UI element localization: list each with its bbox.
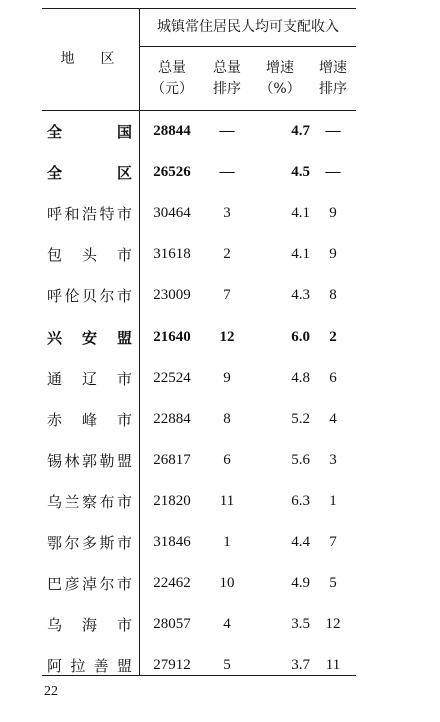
cell-total: 23009 [153, 286, 191, 303]
cell-total-rank: 5 [223, 656, 231, 673]
cell-region: 兴 安 盟 [47, 328, 132, 347]
cell-growth-rank: — [325, 122, 341, 139]
cell-growth-rank: 3 [329, 451, 337, 468]
cell-total: 30464 [153, 204, 191, 221]
cell-total-rank: — [219, 122, 235, 139]
cell-growth: 4.1 [291, 245, 310, 262]
cell-total-rank: 1 [223, 533, 231, 550]
cell-total-rank: 10 [219, 574, 235, 591]
cell-region: 巴 彦 淖 尔 市 [47, 574, 132, 593]
cell-growth-rank: 2 [329, 328, 337, 345]
cell-growth-rank: 4 [329, 410, 337, 427]
cell-region: 全 国 [47, 122, 132, 141]
cell-total: 26526 [153, 163, 191, 180]
cell-total: 26817 [153, 451, 191, 468]
cell-region: 呼 和 浩 特 市 [47, 204, 132, 223]
cell-growth: 4.5 [291, 163, 310, 180]
cell-growth: 4.8 [291, 369, 310, 386]
cell-total-rank: 3 [223, 204, 231, 221]
cell-growth-rank: 11 [325, 656, 341, 673]
cell-growth: 4.1 [291, 204, 310, 221]
cell-region: 鄂 尔 多 斯 市 [47, 533, 132, 552]
cell-growth: 6.0 [291, 328, 310, 345]
header-total-rank [204, 47, 250, 110]
cell-growth-rank: 9 [329, 245, 337, 262]
cell-total-rank: — [219, 163, 235, 180]
cell-region: 乌 兰 察 布 市 [47, 492, 132, 511]
cell-total-rank: 9 [223, 369, 231, 386]
cell-total: 28057 [153, 615, 191, 632]
cell-growth: 4.4 [291, 533, 310, 550]
page-number: 22 [44, 684, 58, 699]
cell-total-rank: 4 [223, 615, 231, 632]
cell-total: 31618 [153, 245, 191, 262]
header-growth-rank-line2: 排序 [319, 80, 347, 97]
header-total [140, 47, 204, 110]
cell-growth-rank: 8 [329, 286, 337, 303]
cell-growth: 6.3 [291, 492, 310, 509]
header-growth [250, 47, 310, 110]
cell-growth-rank: 5 [329, 574, 337, 591]
cell-growth: 5.6 [291, 451, 310, 468]
cell-region: 阿 拉 善 盟 [47, 656, 132, 675]
header-region-label: 地 区 [60, 51, 121, 67]
cell-total-rank: 7 [223, 286, 231, 303]
cell-total: 21820 [153, 492, 191, 509]
cell-growth: 3.5 [291, 615, 310, 632]
header-growth-rank [310, 47, 356, 110]
cell-total-rank: 2 [223, 245, 231, 262]
header-growth-line1: 增速 [266, 59, 294, 76]
cell-region: 呼 伦 贝 尔 市 [47, 286, 132, 305]
cell-growth-rank: 9 [329, 204, 337, 221]
cell-total-rank: 8 [223, 410, 231, 427]
cell-region: 通 辽 市 [47, 369, 132, 388]
cell-total-rank: 11 [219, 492, 235, 509]
cell-growth-rank: 7 [329, 533, 337, 550]
cell-growth-rank: 6 [329, 369, 337, 386]
header-total-line1: 总量 [158, 59, 186, 76]
header-group-title [140, 9, 356, 46]
cell-total: 21640 [153, 328, 191, 345]
header-group-title-text: 城镇常住居民人均可支配收入 [157, 19, 339, 35]
cell-growth: 3.7 [291, 656, 310, 673]
cell-growth: 5.2 [291, 410, 310, 427]
cell-region: 包 头 市 [47, 245, 132, 264]
cell-growth-rank: 12 [325, 615, 341, 632]
cell-growth-rank: — [325, 163, 341, 180]
cell-total: 22462 [153, 574, 191, 591]
cell-total: 28844 [153, 122, 191, 139]
cell-region: 赤 峰 市 [47, 410, 132, 429]
cell-growth-rank: 1 [329, 492, 337, 509]
cell-region: 锡 林 郭 勒 盟 [47, 451, 132, 470]
cell-growth: 4.7 [291, 122, 310, 139]
header-total-line2: （元） [151, 80, 193, 97]
header-growth-line2: （%） [259, 80, 301, 97]
cell-total-rank: 6 [223, 451, 231, 468]
cell-total: 27912 [153, 656, 191, 673]
cell-growth: 4.9 [291, 574, 310, 591]
table-header-bottom-rule [42, 110, 356, 111]
cell-growth: 4.3 [291, 286, 310, 303]
cell-total: 22524 [153, 369, 191, 386]
cell-total-rank: 12 [219, 328, 235, 345]
cell-region: 乌 海 市 [47, 615, 132, 634]
header-total-rank-line1: 总量 [213, 59, 241, 76]
header-total-rank-line2: 排序 [213, 80, 241, 97]
cell-total: 31846 [153, 533, 191, 550]
cell-region: 全 区 [47, 163, 132, 182]
header-region [42, 9, 139, 110]
header-growth-rank-line1: 增速 [319, 59, 347, 76]
cell-total: 22884 [153, 410, 191, 427]
